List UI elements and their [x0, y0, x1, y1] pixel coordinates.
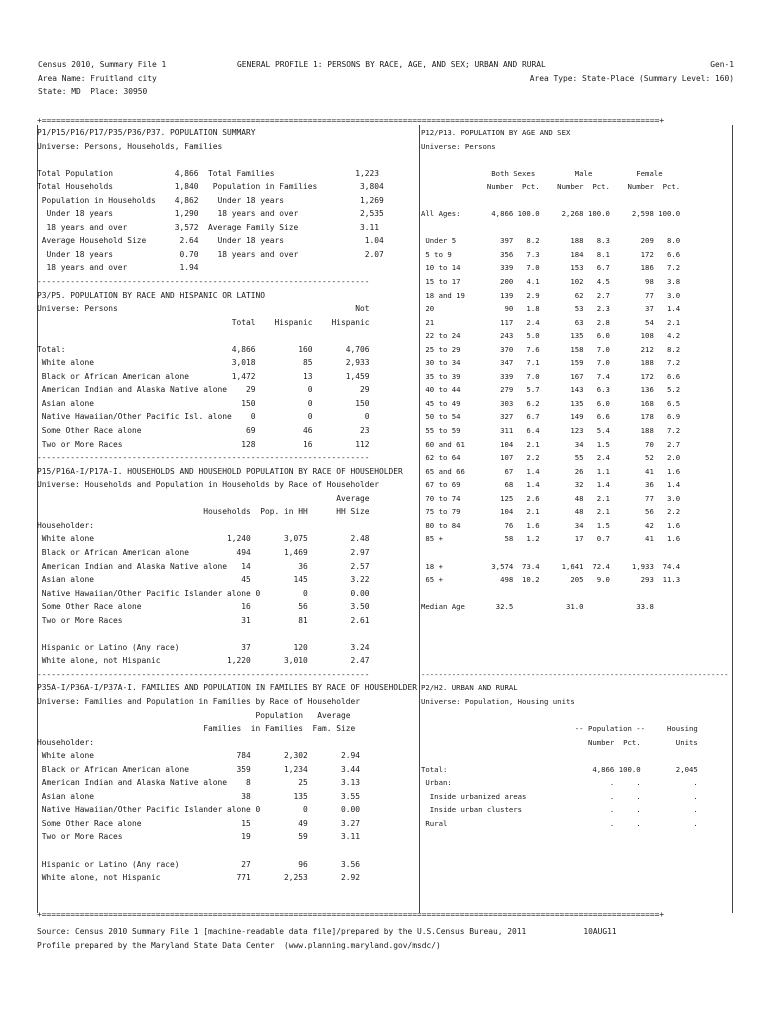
header-right: Gen-1 Area Type: State-Place (Summary Level: 160) — [529, 60, 734, 83]
left-panel-tables: P1/P15/P16/P17/P35/P36/P37. POPULATION SUMMARY Universe: Persons, Households, Families Total Population 4,866 Total Families 1,223 Total Households 1,840 Population in Families 3,804 Population in Households 4,862 Under 18 years 1,269 Under 18 years 1,290 18 years and over 2,535 18 years and over 3,572 Average Family Size 3.11 Average Household Size 2.64 Under 18 years 1.04 Under 18 years 0.70 18 years and over 2.07 18 years and over 1.94 ---------------------------------------------------------------------- P3/P5. POPULATION BY RACE AND HISPANIC OR LATINO Universe: Persons Not Total Hispanic Hispanic Total: 4,866 160 4,706 White alone 3,018 85 2,933 Black or African American alone 1,472 13 1,459 American Indian and Alaska Native alone 29 0 29 Asian alone 150 0 150 Native Hawaiian/Other Pacific Isl. alone 0 0 0 Some Other Race alone 69 46 23 Two or More Races 128 16 112 ---------------------------------------------------------------------- P15/P16A-I/P17A-I. HOUSEHOLDS AND HOUSEHOLD POPULATION BY RACE OF HOUSEHOLDER Universe: Households and Population in Households by Race of Householder Average Households Pop. in HH HH Size Householder: White alone 1,240 3,075 2.48 Black or African American alone 494 1,469 2.97 American Indian and Alaska Native alone 14 36 2.57 Asian alone 45 145 3.22 Native Hawaiian/Other Pacific Islander alone 0 0 0.00 Some Other Race alone 16 56 3.50 Two or More Races 31 81 2.61 Hispanic or Latino (Any race) 37 120 3.24 White alone, not Hispanic 1,220 3,010 2.47 ---------------------------------------------------------------------- P35A-I/P36A-I/P37A-I. FAMILIES AND POPULATION IN FAMILIES BY RACE OF HOUSEHOLDER Universe: Families and Population in Families by Race of Householder Population Average Families in Families Fam. Size Householder: White alone 784 2,302 2.94 Black or African American alone 359 1,234 3.44 American Indian and Alaska Native alone 8 25 3.13 Asian alone 38 135 3.55 Native Hawaiian/Other Pacific Islander alone 0 0 0.00 Some Other Race alone 15 49 3.27 Two or More Races 19 59 3.11 Hispanic or Latino (Any race) 27 96 3.56 White alone, not Hispanic 771 2,253 2.92 — [37, 128, 418, 883]
right-panel-tables: P12/P13. POPULATION BY AGE AND SEX Universe: Persons Both Sexes Male Female Number Pct. Number Pct. Number Pct. All Ages: 4,866 100.0 2,268 100.0 2,598 100.0 Under 5 397 8.2 188 8.3 209 8.0 5 to 9 356 7.3 184 8.1 172 6.6 10 to 14 339 7.0 153 6.7 186 7.2 15 to 17 200 4.1 102 4.5 98 3.8 18 and 19 139 2.9 62 2.7 77 3.0 20 90 1.8 53 2.3 37 1.4 21 117 2.4 63 2.8 54 2.1 22 to 24 243 5.0 135 6.0 108 4.2 25 to 29 370 7.6 158 7.0 212 8.2 30 to 34 347 7.1 159 7.0 188 7.2 35 to 39 339 7.0 167 7.4 172 6.6 40 to 44 279 5.7 143 6.3 136 5.2 45 to 49 303 6.2 135 6.0 168 6.5 50 to 54 327 6.7 149 6.6 178 6.9 55 to 59 311 6.4 123 5.4 188 7.2 60 and 61 104 2.1 34 1.5 70 2.7 62 to 64 107 2.2 55 2.4 52 2.0 65 and 66 67 1.4 26 1.1 41 1.6 67 to 69 68 1.4 32 1.4 36 1.4 70 to 74 125 2.6 48 2.1 77 3.0 75 to 79 104 2.1 48 2.1 56 2.2 80 to 84 76 1.6 34 1.5 42 1.6 85 + 58 1.2 17 0.7 41 1.6 18 + 3,574 73.4 1,641 72.4 1,933 74.4 65 + 498 10.2 205 9.0 293 11.3 Median Age 32.5 31.0 33.8 ---------------------------------------------------------------------- P2/H2. URBAN AND RURAL Universe: Population, Housing units -- Population -- Housing Number Pct. Units Total: 4,866 100.0 2,045 Urban: . . . Inside urbanized areas . . . Inside urban clusters . . . Rural . . . — [421, 128, 729, 828]
center-divider — [419, 125, 420, 913]
header-title: GENERAL PROFILE 1: PERSONS BY RACE, AGE, AND SEX; URBAN AND RURAL — [237, 60, 546, 69]
bottom-rule: +==================================================================================================================================+ — [37, 910, 665, 919]
footer-source: Source: Census 2010 Summary File 1 [machine-readable data file]/prepared by the U.S.Census Bureau, 2011 10AUG11 Profile prepared by the Maryland State Data Center (www.planning.maryland.gov/msdc/) — [37, 927, 617, 950]
right-border — [732, 125, 733, 913]
top-rule: +==================================================================================================================================+ — [37, 116, 665, 125]
header-left: Census 2010, Summary File 1 Area Name: Fruitland city State: MD Place: 30950 — [38, 60, 167, 97]
